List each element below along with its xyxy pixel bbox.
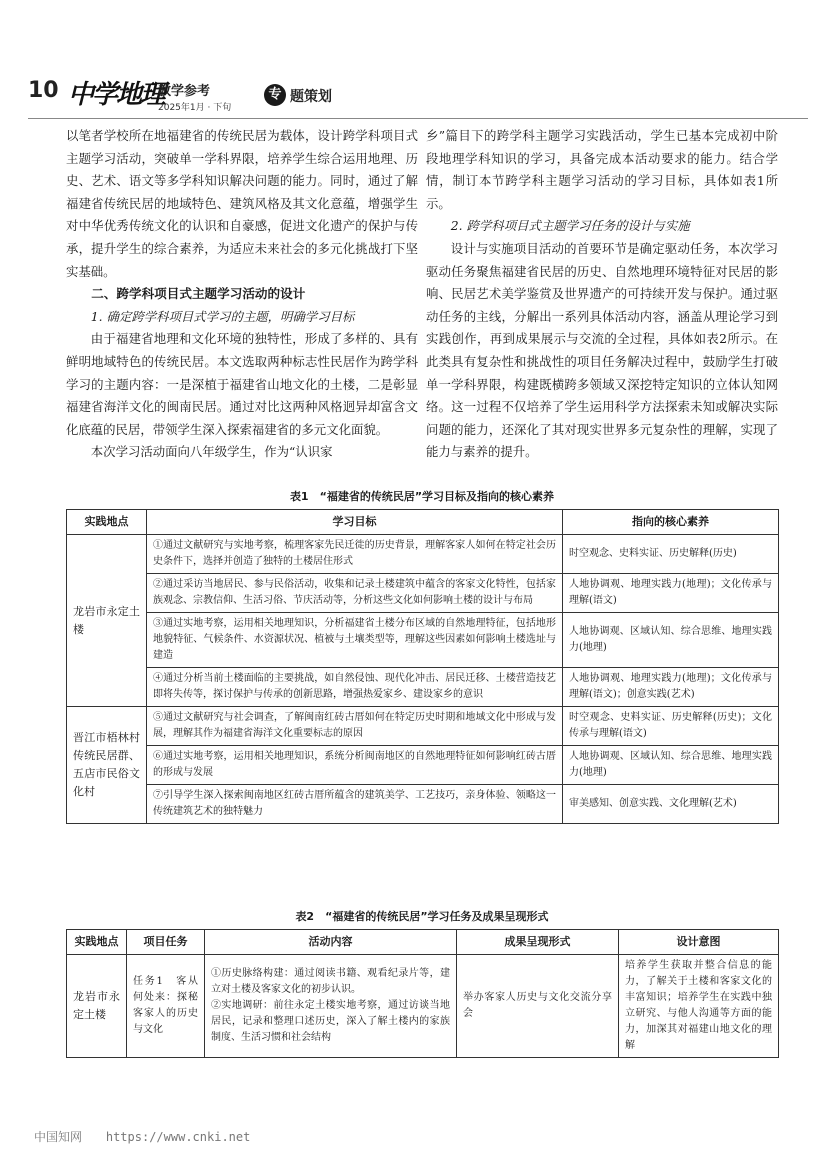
table1-literacy-cell: 时空观念、史料实证、历史解释(历史) [563, 535, 779, 574]
footer-url[interactable]: https://www.cnki.net [105, 1130, 251, 1144]
table2-header-location: 实践地点 [67, 930, 127, 955]
section-badge: 专 [264, 84, 286, 106]
table1-row [67, 613, 779, 668]
table1 [66, 509, 779, 824]
table1-goal-cell: ⑦引导学生深入探索闽南地区红砖古厝所蕴含的建筑美学、工艺技巧，亲身体验、领略这一传统建筑艺术的独特魅力 [147, 785, 563, 824]
table2-header-intent: 设计意图 [619, 930, 779, 955]
table2-intent-cell: 培养学生获取并整合信息的能力，了解关于土楼和客家文化的丰富知识；培养学生在实践中独立研究、与他人沟通等方面的能力，加深其对福建山地文化的理解 [619, 955, 779, 1058]
table1-literacy-cell: 人地协调观、地理实践力(地理)；文化传承与理解(语文) [563, 574, 779, 613]
table1-row [67, 707, 779, 746]
table2-row [67, 955, 779, 1058]
footer [34, 1128, 250, 1145]
table2-location-cell: 龙岩市永定土楼 [67, 955, 127, 1058]
page-header [28, 78, 808, 118]
table2-header-result: 成果呈现形式 [457, 930, 619, 955]
right_col-paragraph: 乡”篇目下的跨学科主题学习实践活动，学生已基本完成初中阶段地理学科知识的学习，具备完成本活动要求的能力。结合学情，制订本节跨学科主题学习活动的学习目标，具体如表1所示。 [426, 128, 778, 211]
table1-goal-cell: ⑥通过实地考察，运用相关地理知识，系统分析闽南地区的自然地理特征如何影响红砖古厝的形成与发展 [147, 746, 563, 785]
table1-goal-cell: ②通过采访当地居民、参与民俗活动，收集和记录土楼建筑中蕴含的客家文化特性，包括家族观念、宗教信仰、生活习俗、节庆活动等，分析这些文化如何影响土楼的设计与布局 [147, 574, 563, 613]
right_col-paragraph: 设计与实施项目活动的首要环节是确定驱动任务，本次学习驱动任务聚焦福建省民居的历史、自然地理环境特征对民居的影响、民居艺术美学鉴赏及世界遗产的可持续开发与保护。通过驱动任务的主线，分解出一系列具体活动内容，涵盖从理论学习到实践创作，再到成果展示与交流的全过程，具体如表2所示。在此类具有复杂性和挑战性的项目任务解决过程中，鼓励学生打破单一学科界限，构建既横跨多领域又深挖特定知识的立体认知网络。这一过程不仅培养了学生运用科学方法探索未知或解决实际问题的能力，还深化了其对现实世界多元复杂性的理解，实现了能力与素养的提升。 [426, 240, 778, 460]
journal-logo: 中学地理 [68, 80, 165, 110]
section-title: 题策划 [290, 89, 332, 105]
table1-literacy-cell: 人地协调观、地理实践力(地理)；文化传承与理解(语文)；创意实践(艺术) [563, 668, 779, 707]
table1-literacy-cell: 人地协调观、区域认知、综合思维、地理实践力(地理) [563, 613, 779, 668]
left_col-heading: 二、跨学科项目式主题学习活动的设计 [91, 286, 306, 302]
table1-header-location: 实践地点 [67, 510, 147, 535]
page-number: 10 [28, 78, 59, 103]
issue-date: 2025年1月 · 下旬 [158, 103, 232, 113]
footer-site: 中国知网 [34, 1130, 83, 1144]
table1-goal-cell: ③通过实地考察，运用相关地理知识，分析福建省土楼分布区域的自然地理特征，包括地形地貌特征、气候条件、水资源状况、植被与土壤类型等，理解这些因素如何影响土楼选址与建造 [147, 613, 563, 668]
table1-goal-cell: ①通过文献研究与实地考察，梳理客家先民迁徙的历史背景，理解客家人如何在特定社会历史条件下，选择并创造了独特的土楼居住形式 [147, 535, 563, 574]
table2-header-content: 活动内容 [205, 930, 457, 955]
table1-literacy-cell: 人地协调观、区域认知、综合思维、地理实践力(地理) [563, 746, 779, 785]
table1-location-cell: 龙岩市永定土楼 [67, 535, 147, 707]
table1-goal-cell: ④通过分析当前土楼面临的主要挑战，如自然侵蚀、现代化冲击、居民迁移、土楼营造技艺即将失传等，探讨保护与传承的创新思路，增强热爱家乡、建设家乡的意识 [147, 668, 563, 707]
table2-task-cell: 任务1 客从何处来：探秘客家人的历史与文化 [127, 955, 205, 1058]
table2-caption: 表2 “福建省的传统民居”学习任务及成果呈现形式 [295, 910, 549, 923]
left-column [66, 125, 418, 464]
table1-row [67, 535, 779, 574]
left_col-paragraph: 本次学习活动面向八年级学生，作为“认识家 [90, 444, 333, 460]
table2 [66, 929, 779, 1058]
table1-row [67, 785, 779, 824]
table1-caption: 表1 “福建省的传统民居”学习目标及指向的核心素养 [289, 490, 555, 503]
table1-header-goal: 学习目标 [147, 510, 563, 535]
header-divider [28, 118, 808, 119]
table1-header-literacy: 指向的核心素养 [563, 510, 779, 535]
table1-literacy-cell: 审美感知、创意实践、文化理解(艺术) [563, 785, 779, 824]
right-column [426, 125, 778, 464]
table1-row [67, 574, 779, 613]
left_col-subheading: 1. 确定跨学科项目式学习的主题，明确学习目标 [90, 308, 355, 324]
left_col-paragraph: 以笔者学校所在地福建省的传统民居为载体，设计跨学科项目式主题学习活动，突破单一学科界限，培养学生综合运用地理、历史、艺术、语文等多学科知识解决问题的能力。同时，通过了解福建省传统民居的地域特色、建筑风格及其文化意蕴，增强学生对中华优秀传统文化的认识和自豪感，促进文化遗产的保护与传承，提升学生的综合素养，为适应未来社会的多元化挑战打下坚实基础。 [66, 128, 418, 279]
table1-row [67, 746, 779, 785]
table2-header-task: 项目任务 [127, 930, 205, 955]
table2-result-cell: 举办客家人历史与文化交流分享会 [457, 955, 619, 1058]
table1-goal-cell: ⑤通过文献研究与社会调查，了解闽南红砖古厝如何在特定历史时期和地域文化中形成与发展，理解其作为福建省海洋文化重要标志的原因 [147, 707, 563, 746]
journal-subtitle: 教学参考 [158, 84, 211, 99]
table1-row [67, 668, 779, 707]
right_col-subheading: 2. 跨学科项目式主题学习任务的设计与实施 [450, 218, 690, 234]
table1-literacy-cell: 时空观念、史料实证、历史解释(历史)；文化传承与理解(语文) [563, 707, 779, 746]
table1-location-cell: 晋江市梧林村传统民居群、五店市民俗文化村 [67, 707, 147, 824]
table2-content-cell: ①历史脉络构建：通过阅读书籍、观看纪录片等，建立对土楼及客家文化的初步认识。 ②实地调研：前往永定土楼实地考察，通过访谈当地居民，记录和整理口述历史，深入了解土楼内的家族制度、生活习惯和社会结构 [205, 955, 457, 1058]
left_col-paragraph: 由于福建省地理和文化环境的独特性，形成了多样的、具有鲜明地域特色的传统民居。本文选取两种标志性民居作为跨学科学习的主题内容：一是深植于福建省山地文化的土楼，二是彰显福建省海洋文化的闽南民居。通过对比这两种风格迥异却富含文化底蕴的民居，带领学生深入探索福建省的多元文化面貌。 [66, 331, 418, 437]
